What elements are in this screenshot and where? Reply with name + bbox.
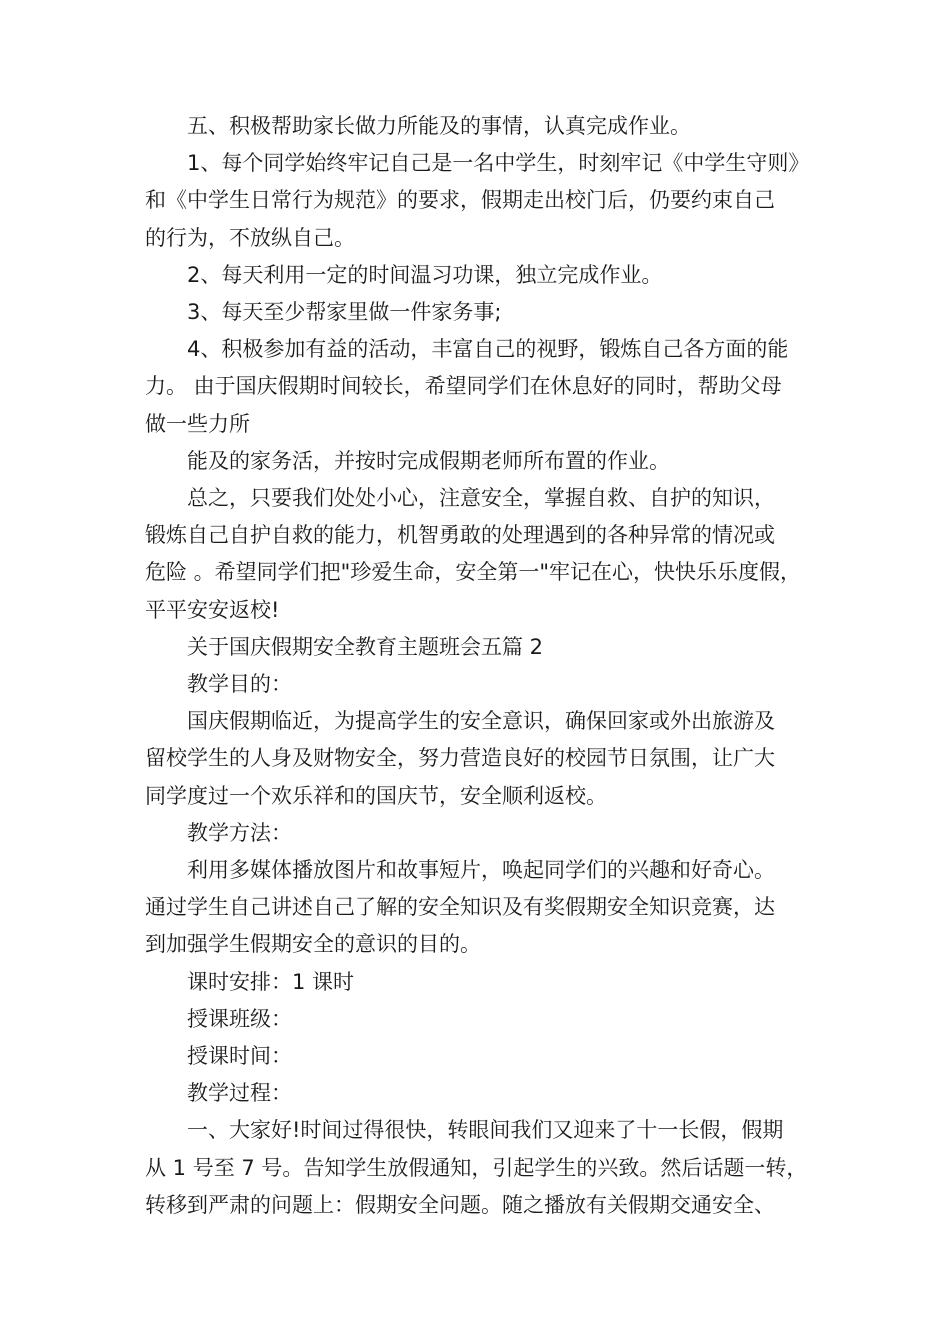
text-line: 平平安安返校! xyxy=(145,597,280,622)
text-line: 授课班级： xyxy=(187,1006,292,1031)
text-line: 利用多媒体播放图片和故事短片，唤起同学们的兴趣和好奇心。 xyxy=(187,858,775,883)
text-line: 3、每天至少帮家里做一件家务事; xyxy=(187,300,502,325)
text-line: 留校学生的人身及财物安全，努力营造良好的校园节日氛围，让广大 xyxy=(145,746,775,771)
text-line: 能及的家务活，并按时完成假期老师所布置的作业。 xyxy=(187,448,670,473)
text-line: 国庆假期临近，为提高学生的安全意识，确保回家或外出旅游及 xyxy=(187,709,775,734)
text-line: 2、每天利用一定的时间温习功课，独立完成作业。 xyxy=(187,262,663,287)
text-line: 4、积极参加有益的活动，丰富自己的视野，锻炼自己各方面的能 xyxy=(187,337,789,362)
text-line: 教学方法： xyxy=(187,820,292,845)
text-line: 到加强学生假期安全的意识的目的。 xyxy=(145,932,481,957)
text-line: 教学目的： xyxy=(187,672,292,697)
text-line: 课时安排：1 课时 xyxy=(187,969,355,994)
text-line: 通过学生自己讲述自己了解的安全知识及有奖假期安全知识竞赛，达 xyxy=(145,895,775,920)
text-line: 总之，只要我们处处小心，注意安全，掌握自救、自护的知识， xyxy=(187,486,775,511)
text-line: 关于国庆假期安全教育主题班会五篇 2 xyxy=(187,634,544,659)
text-line: 1、每个同学始终牢记自己是一名中学生，时刻牢记《中学生守则》 xyxy=(187,151,810,176)
text-line: 做一些力所 xyxy=(145,411,250,436)
text-line: 的行为，不放纵自己。 xyxy=(145,225,355,250)
text-line: 五、积极帮助家长做力所能及的事情，认真完成作业。 xyxy=(187,114,691,138)
document-body xyxy=(145,108,835,1224)
text-line: 教学过程： xyxy=(187,1081,292,1106)
text-line: 锻炼自己自护自救的能力，机智勇敢的处理遇到的各种异常的情况或 xyxy=(145,523,775,548)
text-line: 力。 由于国庆假期时间较长，希望同学们在休息好的同时，帮助父母 xyxy=(145,374,782,399)
text-line: 授课时间： xyxy=(187,1044,292,1069)
text-line: 危险 。希望同学们把"珍爱生命，安全第一"牢记在心，快快乐乐度假， xyxy=(145,560,801,585)
text-line: 一、大家好!时间过得很快，转眼间我们又迎来了十一长假，假期 xyxy=(187,1118,784,1143)
text-line: 和《中学生日常行为规范》的要求，假期走出校门后，仍要约束自己 xyxy=(145,188,775,213)
text-line: 从 1 号至 7 号。告知学生放假通知，引起学生的兴致。然后话题一转， xyxy=(145,1155,808,1180)
text-line: 转移到严肃的问题上：假期安全问题。随之播放有关假期交通安全、 xyxy=(145,1192,775,1217)
text-line: 同学度过一个欢乐祥和的国庆节，安全顺利返校。 xyxy=(145,783,607,808)
